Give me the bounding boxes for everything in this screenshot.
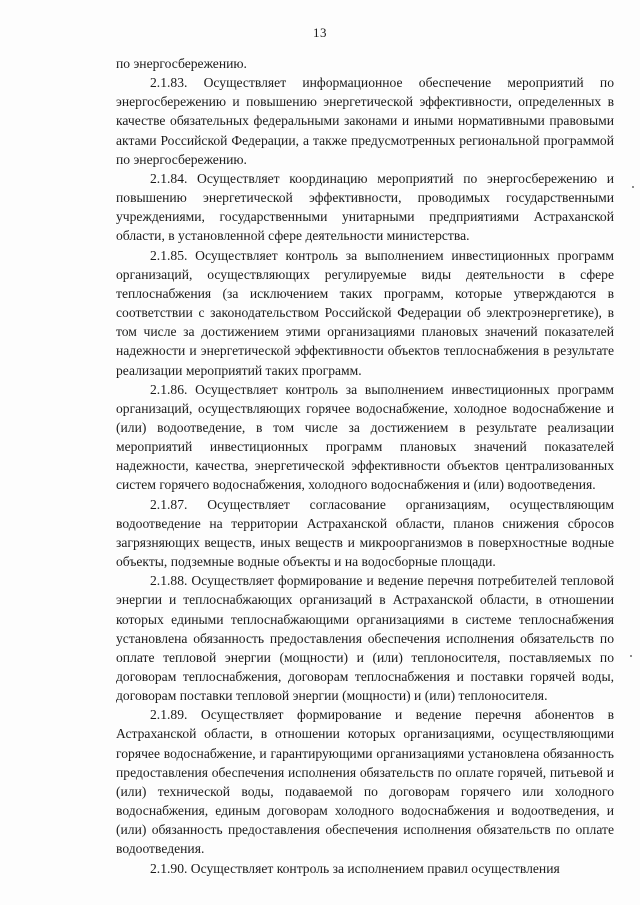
paragraph-2-1-88: 2.1.88. Осуществляет формирование и ведение перечня потребителей тепловой энергии и теплоснабжающих организаций в Астраханской области, в отношении которых едиными теплоснабжающими организациями в системе теплоснабжения установлена обязанность предоставления обеспечения исполнения обязательств по оплате тепловой энергии (мощности) и (или) теплоносителя, поставляемых по договорам теплоснабжения, договорам теплоснабжения и поставки горячей воды, договорам поставки тепловой энергии (мощности) и (или) теплоносителя. xyxy=(116,573,614,704)
paragraph-2-1-86: 2.1.86. Осуществляет контроль за выполнением инвестиционных программ организаций, осуществляющих горячее водоснабжение, холодное водоснабжение и (или) водоотведение, в том числе за достижением в результате реализации мероприятий инвестиционных программ плановых значений показателей надежности, качества, энергетической эффективности объектов централизованных систем горячего водоснабжения, холодного водоснабжения и (или) водоотведения. xyxy=(116,381,614,493)
paragraph-2-1-83: 2.1.83. Осуществляет информационное обеспечение мероприятий по энергосбережению и повышению энергетической эффективности, определенных в качестве обязательных федеральными законами и иными нормативными правовыми актами Российской Федерации, а также предусмотренных региональной программой по энергосбережению. xyxy=(116,75,614,167)
paragraph-2-1-90: 2.1.90. Осуществляет контроль за исполнением правил осуществления xyxy=(150,860,560,876)
document-body xyxy=(116,54,614,878)
scan-speck xyxy=(632,186,634,188)
paragraph-2-1-87: 2.1.87. Осуществляет согласование организациям, осуществляющим водоотведение на территории Астраханской области, планов снижения сбросов загрязняющих веществ, иных веществ и микроорганизмов в поверхностные водные объекты, подземные водные объекты и на водосборные площади. xyxy=(116,496,614,570)
paragraph-2-1-89: 2.1.89. Осуществляет формирование и ведение перечня абонентов в Астраханской области, в отношении которых организациями, осуществляющими горячее водоснабжение, и гарантирующими организациями установлена обязанность предоставления обеспечения исполнения обязательств по оплате горячей, питьевой и (или) технической воды, подаваемой по договорам горячего или холодного водоснабжения, единым договорам холодного водоснабжения и водоотведения, и (или) обязанность предоставления обеспечения исполнения обязательств по оплате водоотведения. xyxy=(116,707,614,857)
scan-speck xyxy=(630,655,632,657)
page-number: 13 xyxy=(313,25,327,40)
paragraph-2-1-84: 2.1.84. Осуществляет координацию мероприятий по энергосбережению и повышению энергетической эффективности, проводимых государственными учреждениями, государственными унитарными предприятиями Астраханской области, в установленной сфере деятельности министерства. xyxy=(116,170,614,244)
paragraph-2-1-85: 2.1.85. Осуществляет контроль за выполнением инвестиционных программ организаций, осуществляющих регулируемые виды деятельности в сфере теплоснабжения (за исключением таких программ, которые утверждаются в соответствии с законодательством Российской Федерации об электроэнергетике), в том числе за достижением этими организациями плановых значений показателей надежности и энергетической эффективности объектов теплоснабжения в результате реализации мероприятий таких программ. xyxy=(116,247,614,378)
paragraph-continuation: по энергосбережению. xyxy=(116,56,247,71)
